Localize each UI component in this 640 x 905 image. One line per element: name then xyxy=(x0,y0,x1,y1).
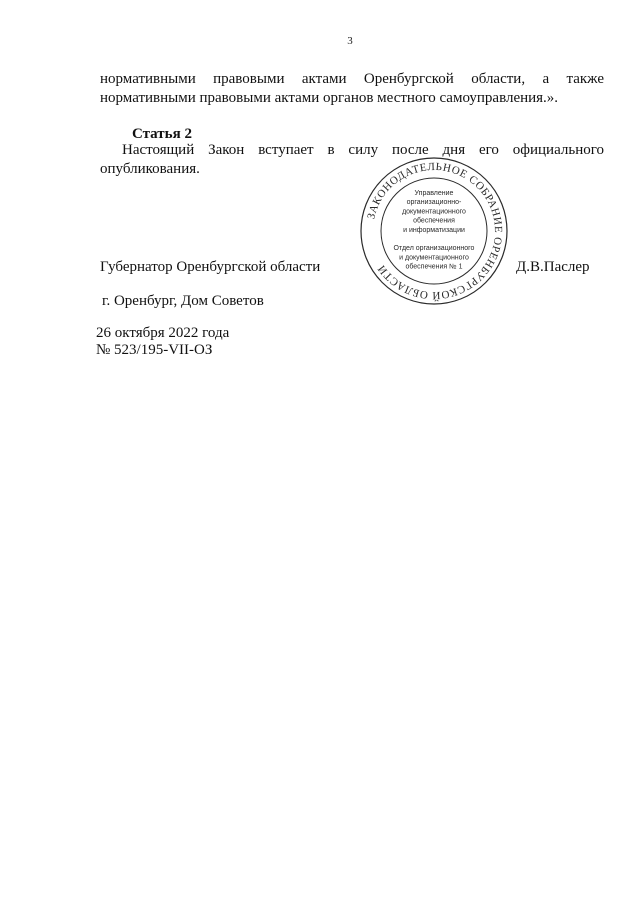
signing-place: г. Оренбург, Дом Советов xyxy=(102,293,264,309)
stamp-inner-line: Управление xyxy=(414,190,454,197)
stamp-inner-line: документационного xyxy=(402,208,466,216)
stamp-inner-line: и документационного xyxy=(399,254,469,262)
article-text-line: опубликования. xyxy=(100,161,200,177)
official-stamp xyxy=(358,155,510,307)
stamp-inner-line: организационно- xyxy=(406,199,462,207)
stamp-inner-line: обеспечения xyxy=(413,217,455,225)
stamp-inner-line: Отдел организационного xyxy=(393,245,475,253)
paragraph-line: нормативными правовыми актами органов местного самоуправления.». xyxy=(100,90,559,106)
page-number: 3 xyxy=(347,35,353,47)
signatory-name: Д.В.Паслер xyxy=(516,259,590,275)
signing-date: 26 октября 2022 года xyxy=(96,325,230,341)
law-number: № 523/195-VII-ОЗ xyxy=(96,342,213,358)
article-heading: Статья 2 xyxy=(132,126,192,142)
article-text-line: Настоящий Закон вступает в силу после дня его официального xyxy=(122,142,604,158)
stamp-ring-text: ЗАКОНОДАТЕЛЬНОЕ СОБРАНИЕ ОРЕНБУРГСКОЙ ОБЛАСТИ xyxy=(365,160,505,302)
signatory-position: Губернатор Оренбургской области xyxy=(100,259,321,275)
stamp-inner-line: и информатизации xyxy=(403,226,465,234)
paragraph-line: нормативными правовыми актами Оренбургской области, а также xyxy=(100,71,604,87)
stamp-inner-line: обеспечения № 1 xyxy=(405,263,463,271)
